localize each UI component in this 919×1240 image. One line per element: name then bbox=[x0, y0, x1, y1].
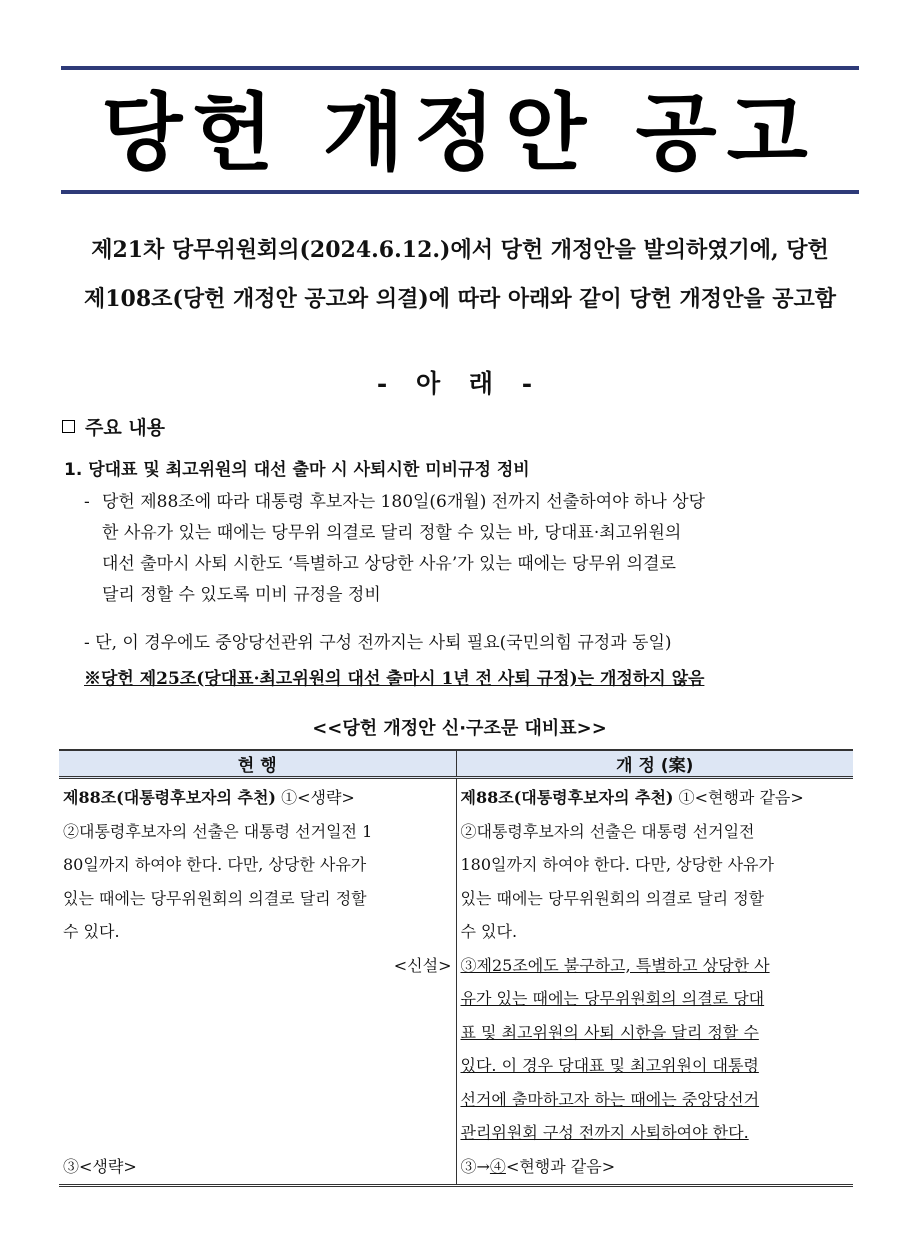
amended-last-to: ④ bbox=[489, 1156, 506, 1176]
dash-bullet: - bbox=[84, 492, 90, 512]
amended-text-line: 수 있다. bbox=[460, 922, 518, 941]
current-last-line: ③<생략> bbox=[63, 1157, 137, 1176]
current-text-line: 있는 때에는 당무위원회의 의결로 달리 정할 bbox=[63, 888, 367, 908]
amended-article-line bbox=[461, 781, 850, 815]
note-line: ※당헌 제25조(당대표·최고위원의 대선 출마시 1년 전 사퇴 규정)는 개정하지 않음 bbox=[84, 669, 705, 689]
spacer bbox=[63, 982, 452, 1150]
new-clause-line: 관리위원회 구성 전까지 사퇴하여야 한다. bbox=[460, 1123, 749, 1142]
amended-last-line bbox=[461, 1150, 850, 1184]
amended-article-rest: ①<현행과 같음> bbox=[673, 788, 804, 807]
amended-last-rest: <현행과 같음> bbox=[505, 1156, 616, 1176]
bottom-rule bbox=[61, 190, 859, 194]
paragraph-1-line: 대선 출마시 사퇴 시한도 ‘특별하고 상당한 사유’가 있는 때에는 당무위 의결로 bbox=[102, 554, 676, 574]
current-article-title: 제88조(대통령후보자의 추천) bbox=[63, 788, 276, 807]
paragraph-1-line: 달리 정할 수 있도록 미비 규정을 정비 bbox=[102, 585, 381, 605]
amended-last-from: ③→ bbox=[460, 1156, 490, 1176]
current-text-line: 80일까지 하여야 한다. 다만, 상당한 사유가 bbox=[63, 855, 367, 874]
comparison-table bbox=[59, 749, 853, 1187]
current-column bbox=[59, 778, 456, 1186]
current-article-line bbox=[63, 781, 452, 815]
header-current: 현 행 bbox=[59, 750, 456, 778]
header-amended: 개 정 (案) bbox=[456, 750, 853, 778]
new-clause-line: 유가 있는 때에는 당무위원회의 의결로 당대 bbox=[460, 989, 765, 1008]
section-marker: - 아 래 - bbox=[376, 369, 543, 398]
new-clause-line: 선거에 출마하고자 하는 때에는 중앙당선거 bbox=[460, 1089, 760, 1109]
current-text-line: ②대통령후보자의 선출은 대통령 선거일전 1 bbox=[63, 821, 373, 841]
amended-column bbox=[456, 778, 853, 1186]
intro-line-1: 제21차 당무위원회의(2024.6.12.)에서 당헌 개정안을 발의하였기에, 당헌 bbox=[91, 237, 829, 263]
new-clause-marker: <신설> bbox=[393, 955, 452, 975]
paragraph-2: - 단, 이 경우에도 중앙당선관위 구성 전까지는 사퇴 필요(국민의힘 규정과 동일) bbox=[84, 633, 672, 653]
amended-text-line: 있는 때에는 당무위원회의 의결로 달리 정할 bbox=[460, 888, 765, 908]
amended-text-line: 180일까지 하여야 한다. 다만, 상당한 사유가 bbox=[460, 855, 774, 874]
item-heading: 1. 당대표 및 최고위원의 대선 출마 시 사퇴시한 미비규정 정비 bbox=[64, 460, 530, 480]
page-title: 당헌 개정안 공고 bbox=[101, 84, 818, 182]
paragraph-1-line: 당헌 제88조에 따라 대통령 후보자는 180일(6개월) 전까지 선출하여야 하나 상당 bbox=[102, 492, 706, 512]
top-rule bbox=[61, 66, 859, 70]
checkbox-square-icon bbox=[62, 420, 75, 433]
table-caption: <<당헌 개정안 신·구조문 대비표>> bbox=[312, 718, 607, 739]
current-article-rest: ①<생략> bbox=[276, 788, 355, 807]
new-clause-line: 있다. 이 경우 당대표 및 최고위원이 대통령 bbox=[460, 1056, 759, 1075]
paragraph-1-line: 한 사유가 있는 때에는 당무위 의결로 달리 정할 수 있는 바, 당대표·최고위원의 bbox=[102, 523, 682, 543]
amended-article-title: 제88조(대통령후보자의 추천) bbox=[460, 788, 674, 807]
paragraph-1 bbox=[84, 487, 859, 611]
section-heading-label: 주요 내용 bbox=[85, 417, 166, 439]
intro-line-2: 제108조(당헌 개정안 공고와 의결)에 따라 아래와 같이 당헌 개정안을 공고함 bbox=[84, 286, 836, 312]
current-text-line: 수 있다. bbox=[63, 922, 120, 941]
new-clause-line: ③제25조에도 불구하고, 특별하고 상당한 사 bbox=[460, 955, 770, 975]
new-clause-line: 표 및 최고위원의 사퇴 시한을 달리 정할 수 bbox=[460, 1022, 759, 1042]
section-heading bbox=[62, 413, 165, 440]
amended-text-line: ②대통령후보자의 선출은 대통령 선거일전 bbox=[460, 821, 755, 841]
